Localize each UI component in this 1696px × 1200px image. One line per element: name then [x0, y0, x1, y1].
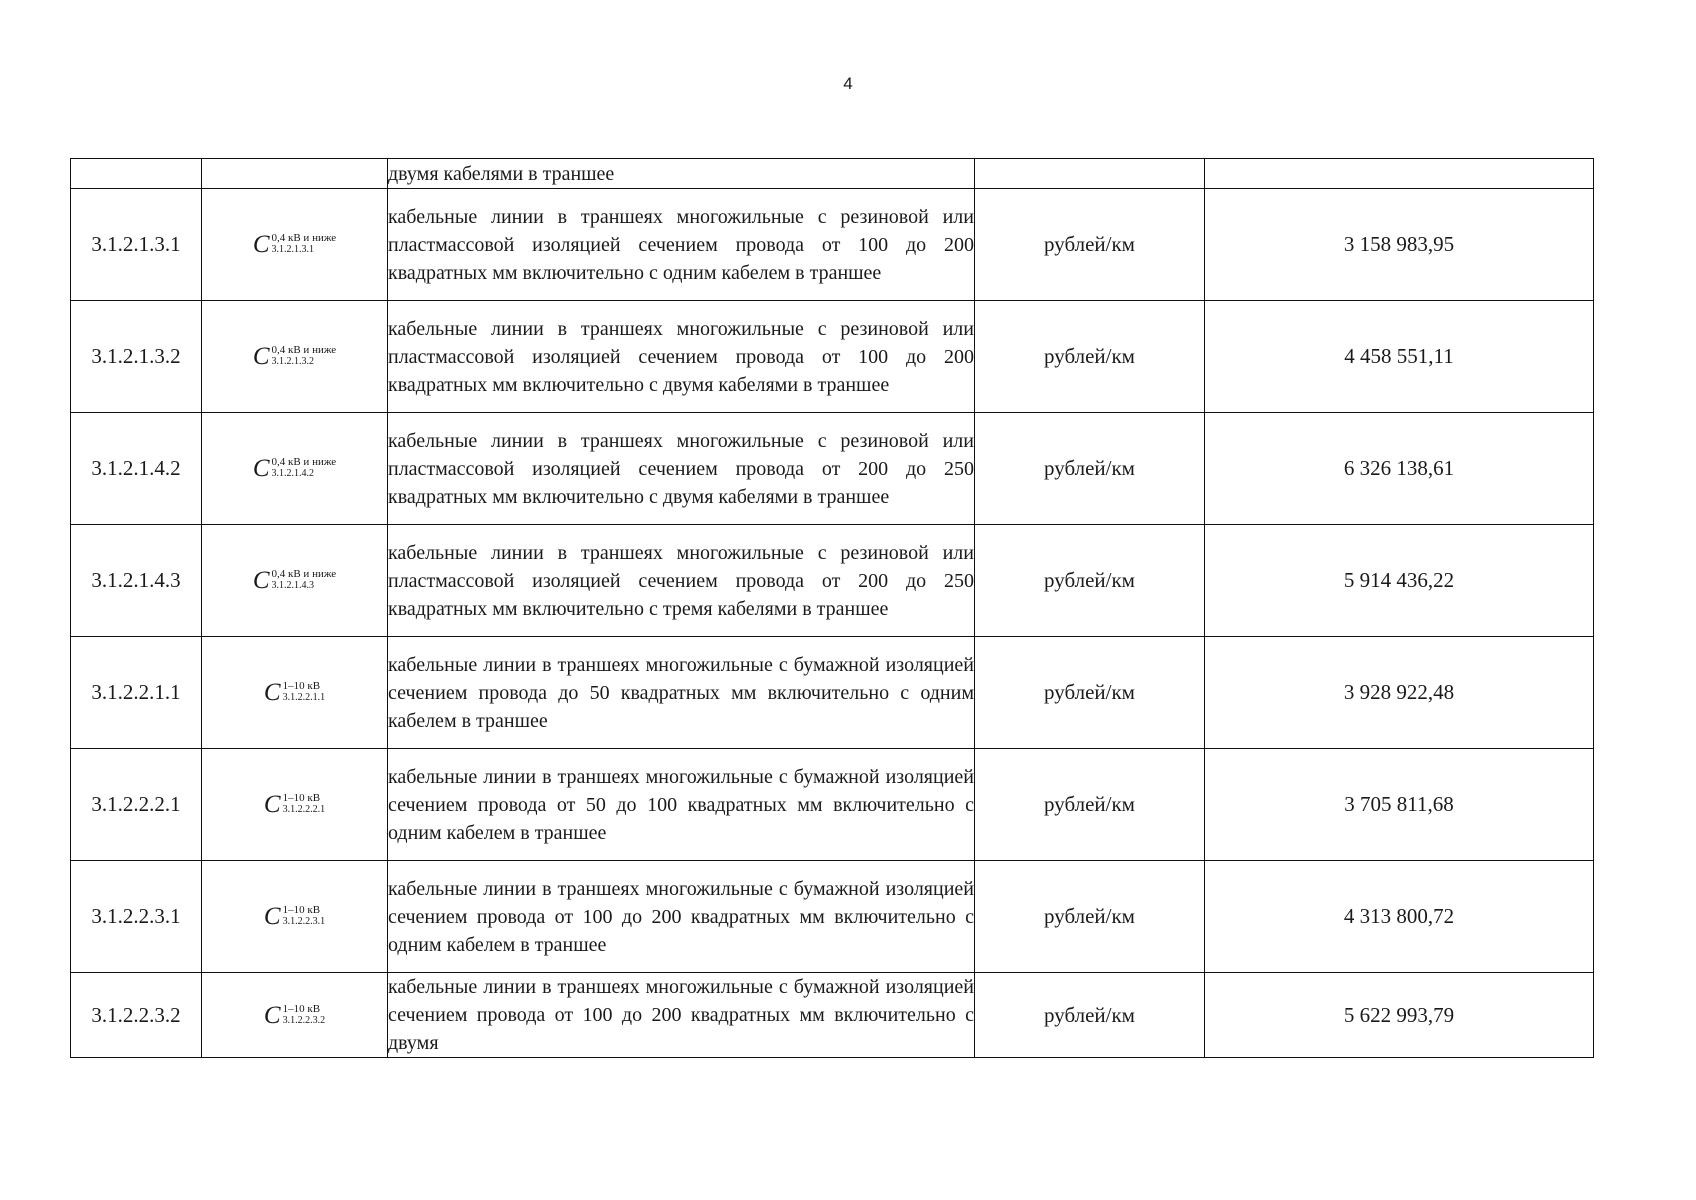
rate-symbol	[202, 973, 388, 1058]
rate-code: 3.1.2.1.4.3	[71, 525, 202, 637]
symbol-index: 3.1.2.1.3.2	[271, 356, 314, 368]
rate-code: 3.1.2.2.1.1	[71, 637, 202, 749]
rate-unit: рублей/км	[975, 637, 1205, 749]
symbol-index: 3.1.2.1.4.3	[271, 580, 314, 592]
rate-description: кабельные линии в траншеях многожильные с резиновой или пластмассовой изоляцией сечением провода от 100 до 200 квадратных мм включительно с одним кабелем в траншее	[388, 189, 975, 301]
rate-symbol-letter: C	[252, 567, 270, 594]
tariff-table-body	[71, 159, 1594, 1058]
tariff-table	[70, 158, 1594, 1058]
voltage-class: 1–10 кВ	[282, 792, 321, 805]
voltage-class: 1–10 кВ	[282, 1002, 321, 1015]
rate-value: 4 313 800,72	[1205, 861, 1594, 973]
rate-symbol-formula	[264, 680, 325, 705]
rate-symbol	[202, 525, 388, 637]
rate-description: кабельные линии в траншеях многожильные с бумажной изоляцией сечением провода до 50 квадратных мм включительно с одним кабелем в траншее	[388, 637, 975, 749]
rate-unit: рублей/км	[975, 973, 1205, 1058]
rate-symbol-formula	[253, 232, 336, 257]
rate-code: 3.1.2.2.3.1	[71, 861, 202, 973]
table-row	[71, 973, 1594, 1058]
rate-symbol	[202, 637, 388, 749]
rate-symbol	[202, 413, 388, 525]
table-row	[71, 189, 1594, 301]
rate-symbol-scripts	[272, 345, 337, 367]
rate-symbol	[202, 159, 388, 189]
rate-symbol-scripts	[283, 1004, 326, 1026]
table-row	[71, 301, 1594, 413]
voltage-class: 0,4 кВ и ниже	[271, 568, 337, 581]
rate-value: 3 928 922,48	[1205, 637, 1594, 749]
rate-unit: рублей/км	[975, 301, 1205, 413]
rate-unit: рублей/км	[975, 413, 1205, 525]
rate-unit: рублей/км	[975, 189, 1205, 301]
rate-symbol-scripts	[272, 233, 337, 255]
rate-value: 3 158 983,95	[1205, 189, 1594, 301]
rate-symbol-letter: C	[252, 455, 270, 482]
rate-symbol	[202, 189, 388, 301]
rate-symbol-formula	[264, 904, 325, 929]
rate-symbol-letter: C	[263, 1001, 281, 1029]
table-row	[71, 749, 1594, 861]
rate-symbol-scripts	[283, 681, 326, 703]
rate-value: 4 458 551,11	[1205, 301, 1594, 413]
rate-symbol	[202, 301, 388, 413]
rate-code: 3.1.2.1.3.1	[71, 189, 202, 301]
rate-symbol-letter: C	[252, 343, 270, 370]
rate-symbol-letter: C	[263, 903, 281, 930]
table-row	[71, 525, 1594, 637]
symbol-index: 3.1.2.2.1.1	[282, 692, 326, 704]
rate-value: 3 705 811,68	[1205, 749, 1594, 861]
rate-symbol-formula	[264, 792, 325, 817]
rate-value: 5 622 993,79	[1205, 973, 1594, 1058]
symbol-index: 3.1.2.1.3.1	[271, 244, 314, 256]
voltage-class: 0,4 кВ и ниже	[271, 232, 337, 245]
rate-description: кабельные линии в траншеях многожильные с резиновой или пластмассовой изоляцией сечением провода от 200 до 250 квадратных мм включительно с двумя кабелями в траншее	[388, 413, 975, 525]
table-row	[71, 413, 1594, 525]
rate-unit: рублей/км	[975, 525, 1205, 637]
rate-symbol-scripts	[283, 793, 326, 815]
rate-code: 3.1.2.2.3.2	[71, 973, 202, 1058]
rate-symbol	[202, 749, 388, 861]
rate-symbol-scripts	[283, 905, 326, 927]
symbol-index: 3.1.2.2.2.1	[282, 804, 326, 816]
rate-symbol-formula	[253, 344, 336, 369]
rate-unit: рублей/км	[975, 861, 1205, 973]
rate-code: 3.1.2.1.3.2	[71, 301, 202, 413]
rate-symbol-letter: C	[252, 231, 270, 258]
table-row	[71, 159, 1594, 189]
rate-value	[1205, 159, 1594, 189]
page-number: 4	[843, 74, 853, 93]
rate-description: кабельные линии в траншеях многожильные с резиновой или пластмассовой изоляцией сечением провода от 200 до 250 квадратных мм включительно с тремя кабелями в траншее	[388, 525, 975, 637]
rate-symbol-formula	[253, 568, 336, 593]
rate-symbol	[202, 861, 388, 973]
rate-symbol-scripts	[272, 457, 337, 479]
rate-symbol-formula	[253, 456, 336, 481]
rate-code: 3.1.2.1.4.2	[71, 413, 202, 525]
rate-code: 3.1.2.2.2.1	[71, 749, 202, 861]
rate-description: кабельные линии в траншеях многожильные с бумажной изоляцией сечением провода от 50 до 100 квадратных мм включительно с одним кабелем в траншее	[388, 749, 975, 861]
rate-symbol-letter: C	[263, 791, 281, 818]
rate-description: кабельные линии в траншеях многожильные с бумажной изоляцией сечением провода от 100 до 200 квадратных мм включительно с двумя	[388, 973, 975, 1058]
voltage-class: 1–10 кВ	[282, 904, 321, 917]
table-row	[71, 861, 1594, 973]
rate-description: кабельные линии в траншеях многожильные с бумажной изоляцией сечением провода от 100 до 200 квадратных мм включительно с одним кабелем в траншее	[388, 861, 975, 973]
rate-unit: рублей/км	[975, 749, 1205, 861]
rate-symbol-formula	[264, 1003, 325, 1028]
table-row	[71, 637, 1594, 749]
rate-symbol-letter: C	[263, 679, 281, 706]
rate-value: 6 326 138,61	[1205, 413, 1594, 525]
rate-symbol-scripts	[272, 569, 337, 591]
symbol-index: 3.1.2.2.3.2	[282, 1014, 326, 1026]
voltage-class: 0,4 кВ и ниже	[271, 456, 337, 469]
voltage-class: 0,4 кВ и ниже	[271, 344, 337, 357]
rate-unit	[975, 159, 1205, 189]
rate-description: кабельные линии в траншеях многожильные с резиновой или пластмассовой изоляцией сечением провода от 100 до 200 квадратных мм включительно с двумя кабелями в траншее	[388, 301, 975, 413]
rate-value: 5 914 436,22	[1205, 525, 1594, 637]
symbol-index: 3.1.2.1.4.2	[271, 468, 314, 480]
voltage-class: 1–10 кВ	[282, 680, 321, 693]
rate-code	[71, 159, 202, 189]
symbol-index: 3.1.2.2.3.1	[282, 916, 326, 928]
rate-description: двумя кабелями в траншее	[388, 159, 975, 189]
